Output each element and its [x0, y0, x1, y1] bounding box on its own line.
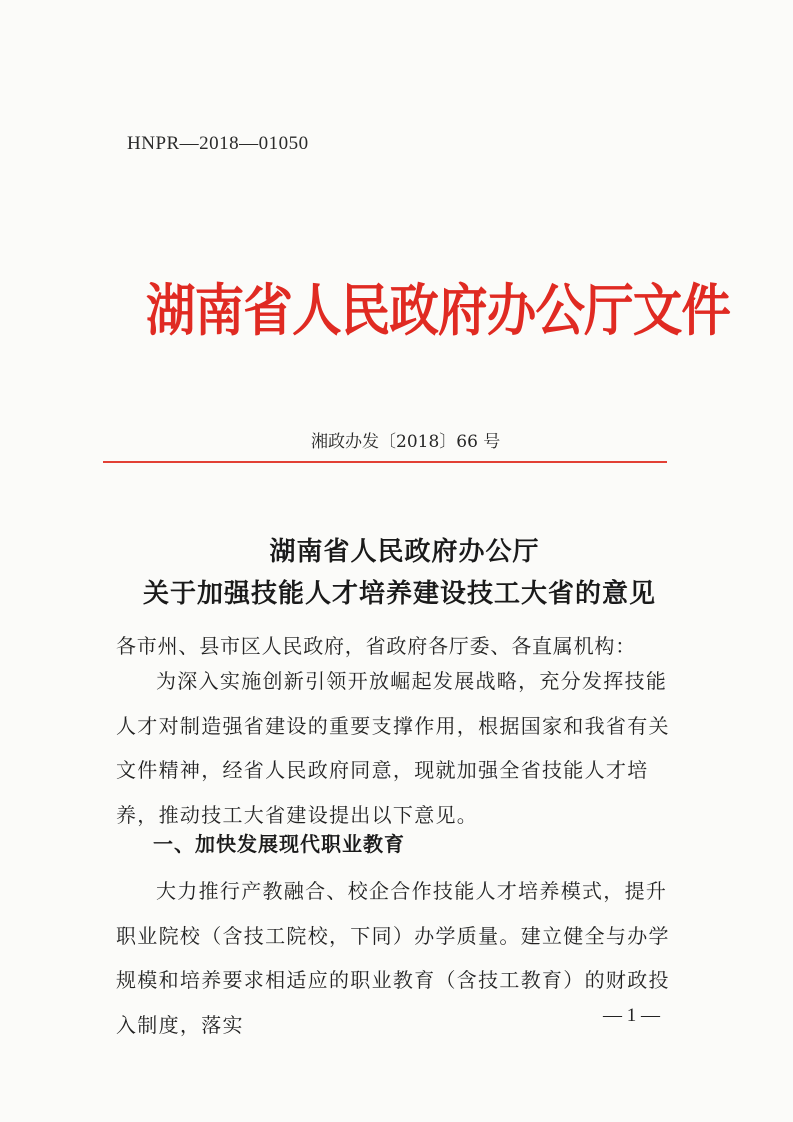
document-header-title: 湖南省人民政府办公厅文件: [146, 279, 731, 344]
document-code: HNPR—2018—01050: [127, 133, 309, 154]
document-number: 湘政办发〔2018〕66 号: [311, 432, 501, 452]
section-heading-1: 一、加快发展现代职业教育: [153, 832, 405, 856]
salutation: 各市州、县市区人民政府，省政府各厅委、各直属机构：: [116, 634, 636, 658]
paragraph-1: 为深入实施创新引领开放崛起发展战略，充分发挥技能人才对制造强省建设的重要支撑作用，根据国家和我省有关文件精神，经省人民政府同意，现就加强全省技能人才培养，推动技工大省建设提出以下意见。: [116, 669, 670, 827]
red-divider: [103, 461, 667, 463]
title-line-2: 关于加强技能人才培养建设技工大省的意见: [142, 579, 656, 609]
page-number: — 1 —: [603, 1005, 660, 1026]
paragraph-2: 大力推行产教融合、校企合作技能人才培养模式，提升职业院校（含技工院校，下同）办学质量。建立健全与办学规模和培养要求相适应的职业教育（含技工教育）的财政投入制度，落实: [116, 879, 670, 1037]
title-line-1: 湖南省人民政府办公厅: [269, 537, 540, 567]
